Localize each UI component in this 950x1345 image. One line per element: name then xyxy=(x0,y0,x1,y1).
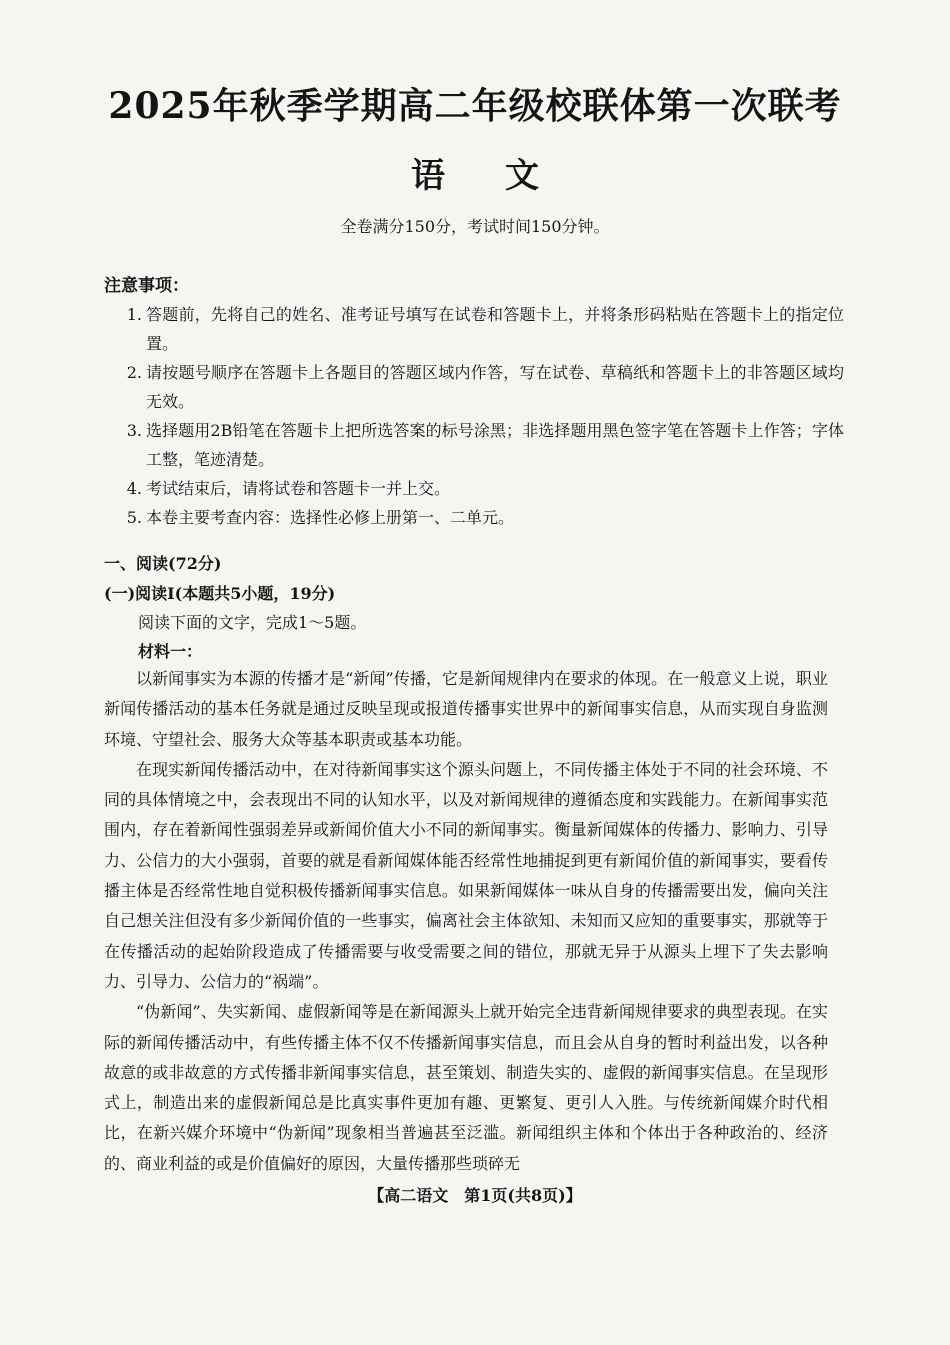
subsection-heading: (一)阅读Ⅰ(本题共5小题，19分) xyxy=(104,584,336,603)
note-number: 3. xyxy=(126,421,142,440)
paragraph: 以新闻事实为本源的传播才是“新闻”传播，它是新闻规律内在要求的体现。在一般意义上说，职业新闻传播活动的基本任务就是通过反映呈现或报道传播事实世界中的新闻事实信息，从而实现自身监测环境、守望社会、服务大众等基本职责或基本功能。 xyxy=(104,669,828,749)
note-number: 5. xyxy=(126,508,142,527)
note-item xyxy=(104,416,844,474)
exam-title: 2025年秋季学期高二年级校联体第一次联考 xyxy=(108,85,842,127)
material-label: 材料一： xyxy=(138,642,203,661)
note-text: 请按题号顺序在答题卡上各题目的答题区域内作答，写在试卷、草稿纸和答题卡上的非答题区域均无效。 xyxy=(146,363,844,411)
note-item xyxy=(104,503,844,532)
subject-title: 语文 xyxy=(411,156,599,196)
notes-heading: 注意事项： xyxy=(104,276,189,296)
note-number: 4. xyxy=(126,479,142,498)
note-item xyxy=(104,300,844,358)
exam-info: 全卷满分150分，考试时间150分钟。 xyxy=(340,217,610,236)
reading-instruction: 阅读下面的文字，完成1～5题。 xyxy=(138,613,367,632)
paragraph: 在现实新闻传播活动中，在对待新闻事实这个源头问题上，不同传播主体处于不同的社会环境、不同的具体情境之中，会表现出不同的认知水平，以及对新闻规律的遵循态度和实践能力。在新闻事实范围内，存在着新闻性强弱差异或新闻价值大小不同的新闻事实。衡量新闻媒体的传播力、影响力、引导力、公信力的大小强弱，首要的就是看新闻媒体能否经常性地捕捉到更有新闻价值的新闻事实，要看传播主体是否经常性地自觉积极传播新闻事实信息。如果新闻媒体一味从自身的传播需要出发，偏向关注自己想关注但没有多少新闻价值的一些事实，偏离社会主体欲知、未知而又应知的重要事实，那就等于在传播活动的起始阶段造成了传播需要与收受需要之间的错位，那就无异于从源头上埋下了失去影响力、引导力、公信力的“祸端”。 xyxy=(104,759,828,991)
section-heading: 一、阅读(72分) xyxy=(104,554,222,573)
page-footer: 【高二语文 第1页(共8页)】 xyxy=(368,1186,582,1205)
note-number: 2. xyxy=(126,363,142,382)
note-text: 考试结束后，请将试卷和答题卡一并上交。 xyxy=(146,479,451,498)
note-item xyxy=(104,358,844,416)
note-item xyxy=(104,474,844,503)
notes-list xyxy=(104,300,844,532)
note-text: 选择题用2B铅笔在答题卡上把所选答案的标号涂黑；非选择题用黑色签字笔在答题卡上作答；字体工整，笔迹清楚。 xyxy=(146,421,844,469)
material-body xyxy=(104,664,828,1179)
note-number: 1. xyxy=(126,305,142,324)
note-text: 本卷主要考查内容：选择性必修上册第一、二单元。 xyxy=(146,508,515,527)
paragraph: “伪新闻”、失实新闻、虚假新闻等是在新闻源头上就开始完全违背新闻规律要求的典型表现。在实际的新闻传播活动中，有些传播主体不仅不传播新闻事实信息，而且会从自身的暂时利益出发，以各种故意的或非故意的方式传播非新闻事实信息，甚至策划、制造失实的、虚假的新闻事实信息。在呈现形式上，制造出来的虚假新闻总是比真实事件更加有趣、更繁复、更引人入胜。与传统新闻媒介时代相比，在新兴媒介环境中“伪新闻”现象相当普遍甚至泛滥。新闻组织主体和个体出于各种政治的、经济的、商业利益的或是价值偏好的原因，大量传播那些琐碎无 xyxy=(104,1002,828,1173)
note-text: 答题前，先将自己的姓名、准考证号填写在试卷和答题卡上，并将条形码粘贴在答题卡上的指定位置。 xyxy=(146,305,844,353)
